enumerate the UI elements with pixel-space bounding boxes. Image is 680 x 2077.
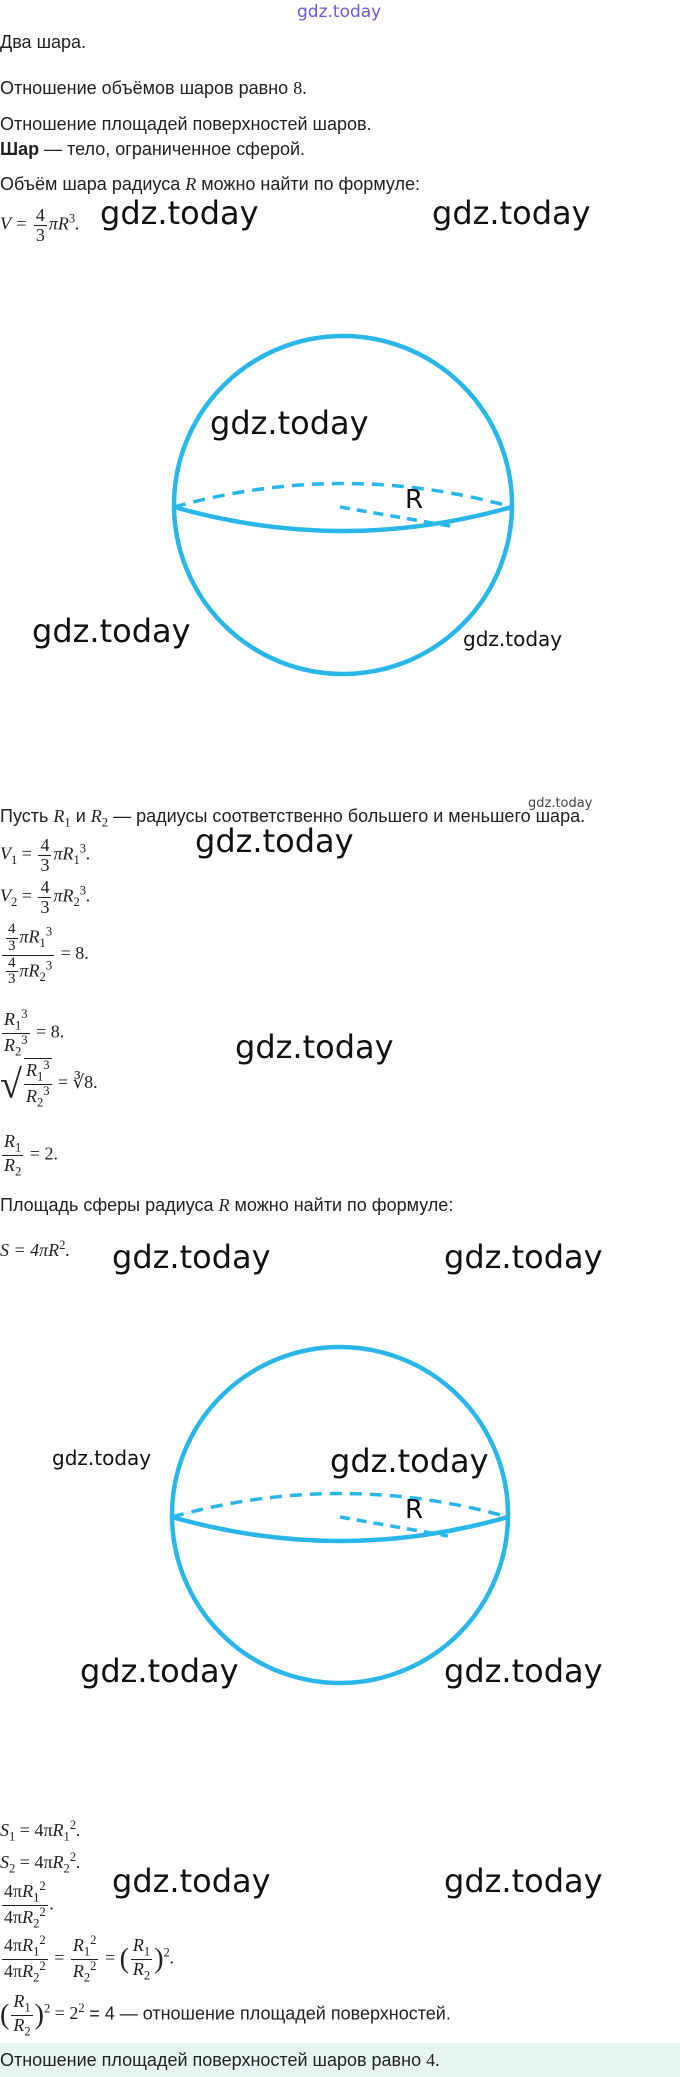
pusty-word: Пусть [0,806,49,826]
r2-sub: 2 [101,815,109,830]
answer-value: 4. [426,2050,440,2070]
answer-box [0,2043,680,2077]
watermark: gdz.today [444,1652,603,1690]
volume-exp: 3 [68,211,76,226]
sphere-outline [174,336,512,674]
area-radius-var: R [218,1195,230,1215]
v1-formula: $V_1$ = $\frac{4}{3}$ $\pi R_1^3$. [0,835,91,875]
answer-text: Отношение площадей поверхностей шаров равно [0,2050,422,2070]
watermark: gdz.today [52,1446,152,1470]
watermark: gdz.today [112,1862,271,1900]
volume-fraction: $\frac{4}{3}$ [35,205,45,245]
equator-front [174,507,512,531]
watermark: gdz.today [444,1862,603,1900]
area-intro-rest: можно найти по формуле: [234,1195,454,1215]
watermark: gdz.today [463,627,563,651]
watermark: gdz.today [210,404,369,442]
watermark: gdz.today [32,612,191,650]
equator-back [174,484,512,508]
cube-root-ratio: √ $\frac{R_1^3}{R_2^3}$ = ∛8. [0,1058,98,1110]
radius-line [340,1517,448,1536]
volume-end: . [75,213,80,234]
area-ratio: $\frac{4\pi R_1^2}{4\pi R_2^2}$ . [4,1879,55,1931]
sphere-figure-2 [150,1340,520,1700]
volume-formula-intro: Объём шара радиуса [0,174,181,194]
area-formula: $S = 4\pi R^2$. [0,1238,70,1260]
radius-line [340,507,450,526]
watermark: gdz.today [195,822,354,860]
intro-line-2 [0,78,307,99]
intro-line-5 [0,174,420,195]
site-logo[interactable]: gdz.today [297,2,382,22]
intro-line-2-text: Отношение объёмов шаров равно [0,78,289,98]
watermark: gdz.today [432,194,591,232]
area-ratio-conclusion: = 4 — отношение площадей поверхностей. [89,2003,451,2024]
watermark: gdz.today [235,1028,394,1066]
watermark: gdz.today [330,1442,489,1480]
cube-ratio: $\frac{R_1^3}{R_2^3}$ = 8. [4,1007,65,1059]
definition-text: — тело, ограниченное сферой. [39,139,306,159]
s2-formula: $S_2 = 4\pi R_2^2$. [0,1850,81,1876]
radii-definition-rest: — радиусы соответственно большего и меньшего шара. [113,806,586,826]
watermark: gdz.today [444,1238,603,1276]
radius-ratio: $\frac{R_1}{R_2}$ = 2. [4,1131,58,1179]
r2-var: R [90,806,102,826]
volume-ratio: $\frac{4}{3}$ $\pi R_1^3$ $\frac{4}{3}$ $\pi R_2^3$ = 8. [0,922,89,988]
area-intro [0,1195,453,1216]
and-word: и [75,806,86,826]
intro-line-2-value: 8. [293,78,307,98]
intro-line-3: Отношение площадей поверхностей шаров. [0,114,372,134]
watermark: gdz.today [80,1652,239,1690]
r1-var: R [53,806,65,826]
volume-formula-intro-rest: можно найти по формуле: [201,174,421,194]
watermark: gdz.today [100,194,259,232]
s1-formula: $S_1 = 4\pi R_1^2$. [0,1818,81,1844]
sphere-outline [172,1347,508,1683]
equator-back [172,1494,508,1518]
volume-pi-r: πR [48,213,69,234]
area-ratio-result: ( $\frac{R_1}{R_2}$ )$^2 = 2^2 = 4$ — отношение площадей поверхностей. [0,1991,451,2039]
intro-line-4 [0,139,305,160]
area-intro-text: Площадь сферы радиуса [0,1195,214,1215]
watermark: gdz.today [112,1238,271,1276]
radius-label: R [405,485,424,515]
volume-lhs: V = [0,213,28,234]
radius-label: R [405,1495,424,1525]
v2-formula: $V_2$ = $\frac{4}{3}$ $\pi R_2^3$. [0,877,91,917]
r1-sub: 1 [64,815,71,830]
area-ratio-simplified: $\frac{4\pi R_1^2}{4\pi R_2^2}$ = $\frac{R_1^2}{R_2^2}$ = ( $\frac{R_1}{R_2}$ )$^2$. [4,1933,175,1985]
term-shar: Шар [0,139,40,159]
equator-front [172,1517,508,1541]
volume-formula [0,206,80,245]
intro-line-1: Два шара. [0,32,87,52]
radius-var: R [185,174,197,194]
watermark: gdz.today [528,796,593,811]
